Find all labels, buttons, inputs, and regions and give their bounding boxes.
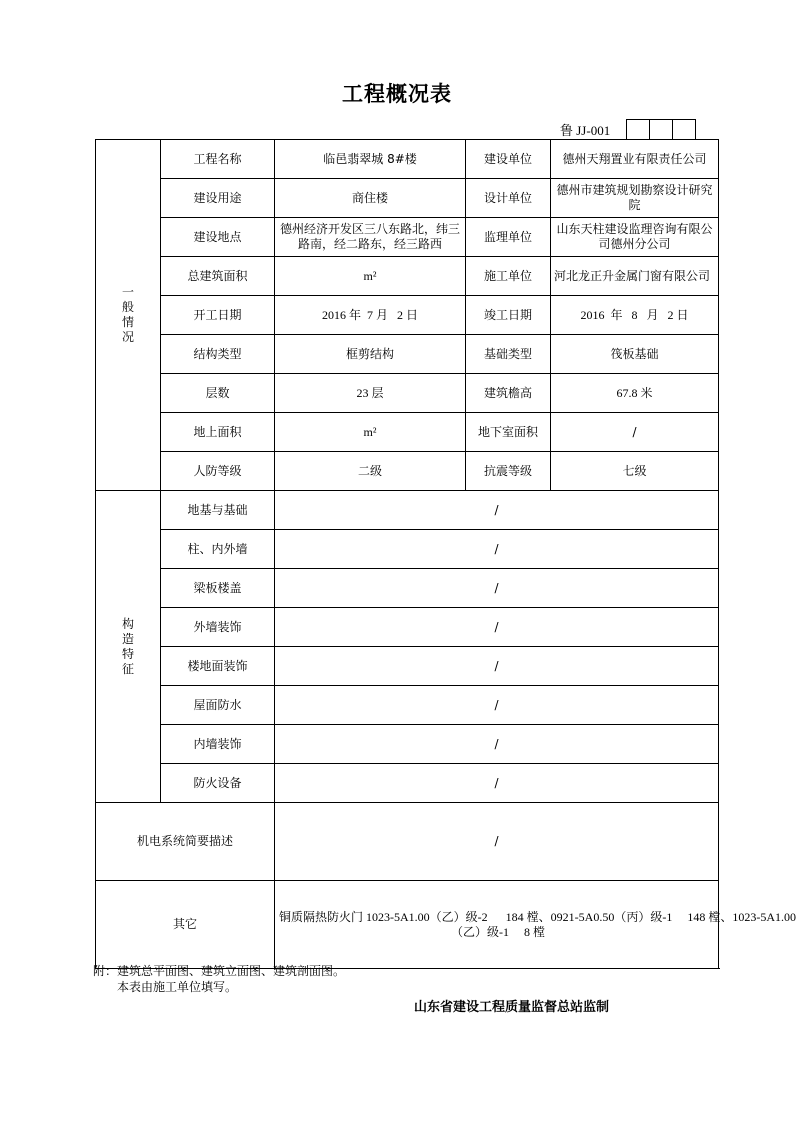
code-box (627, 120, 650, 139)
field-value: / (275, 530, 719, 569)
field-value: 德州市建筑规划勘察设计研究院 (551, 179, 719, 218)
other-label: 其它 (96, 881, 275, 969)
table-row (96, 491, 719, 530)
table-row (96, 335, 719, 374)
section-char: 般 (121, 300, 134, 314)
field-value: 德州经济开发区三八东路北，纬三路南，经二路东，经三路西 (275, 218, 466, 257)
section-char: 造 (121, 631, 134, 646)
field-label: 结构类型 (161, 335, 275, 374)
field-label: 设计单位 (466, 179, 551, 218)
mep-label: 机电系统简要描述 (96, 803, 275, 881)
field-value: 2016 年 7 月 2 日 (275, 296, 466, 335)
table-row (96, 608, 719, 647)
note-filled-by: 本表由施工单位填写。 (117, 980, 238, 994)
field-label: 地下室面积 (466, 413, 551, 452)
form-code: 鲁 JJ-001 (560, 123, 611, 138)
field-label: 梁板楼盖 (161, 569, 275, 608)
table-row (96, 140, 719, 179)
field-value: 框剪结构 (275, 335, 466, 374)
field-value: 67.8 米 (551, 374, 719, 413)
other-line2: （乙）级-1 8 樘 (451, 924, 545, 939)
field-value: / (275, 569, 719, 608)
field-value: 河北龙正升金属门窗有限公司 (551, 257, 719, 296)
code-box (673, 120, 695, 139)
field-value: 临邑翡翠城 8#楼 (275, 140, 466, 179)
field-value: 山东天柱建设监理咨询有限公司德州分公司 (551, 218, 719, 257)
field-label: 地上面积 (161, 413, 275, 452)
field-label: 建设单位 (466, 140, 551, 179)
field-label: 监理单位 (466, 218, 551, 257)
structure-section-label (96, 491, 161, 803)
field-label: 内墙装饰 (161, 725, 275, 764)
field-label: 层数 (161, 374, 275, 413)
table-row (96, 218, 719, 257)
field-label: 屋面防水 (161, 686, 275, 725)
general-section-label (96, 140, 161, 491)
table-row (96, 374, 719, 413)
field-value: 2016 年 8 月 2 日 (551, 296, 719, 335)
code-box (650, 120, 673, 139)
field-label: 建筑檐高 (466, 374, 551, 413)
field-value: / (551, 413, 719, 452)
table-row (96, 296, 719, 335)
table-row (96, 881, 719, 969)
table-row (96, 179, 719, 218)
field-value: 23 层 (275, 374, 466, 413)
field-label: 建设地点 (161, 218, 275, 257)
field-value: / (275, 686, 719, 725)
field-value: / (275, 764, 719, 803)
table-row (96, 647, 719, 686)
field-label: 人防等级 (161, 452, 275, 491)
field-value: 商住楼 (275, 179, 466, 218)
field-value: 筏板基础 (551, 335, 719, 374)
field-label: 建设用途 (161, 179, 275, 218)
other-value (275, 881, 796, 969)
mep-value: / (275, 803, 719, 881)
note-attachments: 附：建筑总平面图、建筑立面图、建筑剖面图。 (93, 964, 346, 978)
section-char: 况 (121, 330, 134, 344)
table-row (96, 686, 719, 725)
overview-table (95, 139, 796, 969)
field-label: 抗震等级 (466, 452, 551, 491)
field-label: 柱、内外墙 (161, 530, 275, 569)
section-char: 征 (121, 661, 134, 676)
field-label: 防火设备 (161, 764, 275, 803)
field-label: 施工单位 (466, 257, 551, 296)
page-title: 工程概况表 (342, 81, 452, 106)
field-value: / (275, 647, 719, 686)
notes (93, 963, 345, 995)
field-value: m² (275, 257, 466, 296)
field-value: 德州天翔置业有限责任公司 (551, 140, 719, 179)
field-label: 地基与基础 (161, 491, 275, 530)
field-value: 七级 (551, 452, 719, 491)
code-boxes (626, 119, 696, 139)
field-label: 基础类型 (466, 335, 551, 374)
table-row (96, 569, 719, 608)
table-row (96, 725, 719, 764)
table-row (96, 764, 719, 803)
table-row (96, 413, 719, 452)
table-row (96, 803, 719, 881)
field-value: / (275, 608, 719, 647)
section-char: 构 (121, 616, 134, 631)
section-char: 一 (121, 285, 134, 299)
table-row (96, 530, 719, 569)
table-row (96, 257, 719, 296)
field-label: 竣工日期 (466, 296, 551, 335)
other-line1: 铜质隔热防火门 1023-5A1.00（乙）级-2 184 樘、0921-5A0.50（丙）级-1 148 樘、1023-5A1.00 (279, 909, 796, 924)
field-value: m² (275, 413, 466, 452)
field-label: 外墙装饰 (161, 608, 275, 647)
field-label: 开工日期 (161, 296, 275, 335)
field-value: / (275, 491, 719, 530)
field-label: 总建筑面积 (161, 257, 275, 296)
section-char: 特 (121, 646, 134, 661)
table-row (96, 452, 719, 491)
field-label: 工程名称 (161, 140, 275, 179)
issuer-footer: 山东省建设工程质量监督总站监制 (414, 1000, 610, 1015)
field-value: 二级 (275, 452, 466, 491)
other-text (279, 909, 796, 940)
field-value: / (275, 725, 719, 764)
section-char: 情 (121, 315, 134, 329)
field-label: 楼地面装饰 (161, 647, 275, 686)
